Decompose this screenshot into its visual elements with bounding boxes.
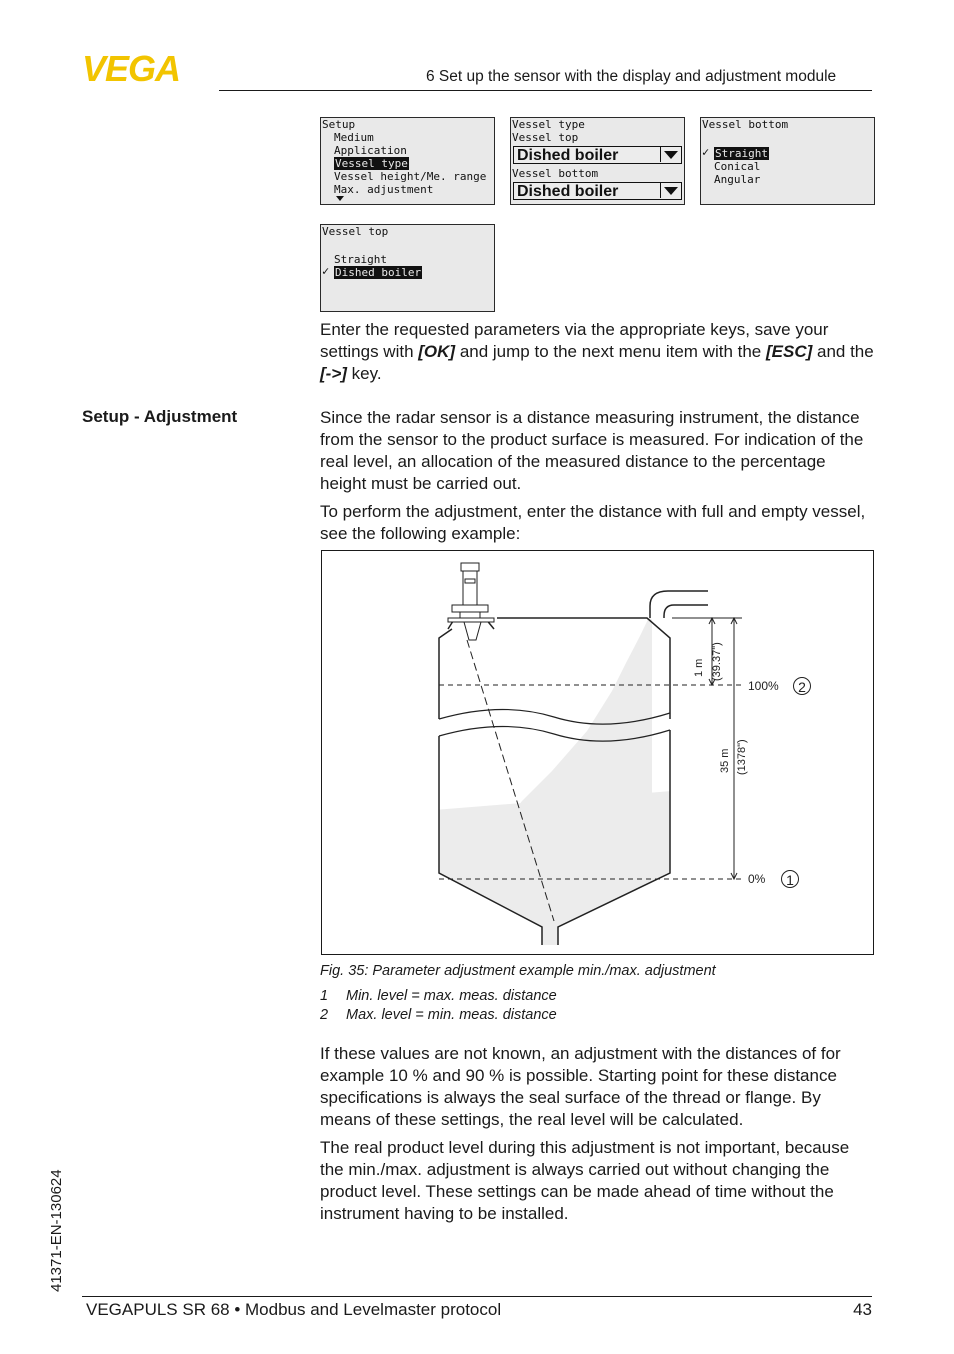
- lcd-vessel-type: [510, 117, 685, 205]
- body-paragraph-3: If these values are not known, an adjustment with the distances of for example 10 % and 90 % is possible. Starting point for these distance specifications is always the seal surface of the thread or flange. By means of these settings, the real level will be calculated.: [320, 1044, 841, 1129]
- lcd-title: Vessel top: [322, 225, 389, 238]
- svg-text:VEGA: VEGA: [82, 52, 181, 84]
- lcd-title: Vessel type: [512, 118, 585, 131]
- vessel-bottom-select: Dished boiler: [513, 182, 682, 200]
- lcd-item: Vessel height/Me. range: [334, 170, 487, 183]
- lcd-option-selected: Dished boiler: [335, 266, 422, 279]
- intro-paragraph: Enter the requested parameters via the appropriate keys, save your settings with [OK] and jump to the next menu item with the [ESC] and the [->] key.: [320, 320, 874, 383]
- dim-main-label: 35 m: [719, 748, 731, 773]
- vega-logo: [82, 52, 212, 84]
- radar-sensor-icon: [448, 563, 494, 640]
- level-min-label: 0%: [748, 872, 766, 886]
- lcd-option-selected: Straight: [715, 147, 768, 160]
- dropdown-arrow-icon: [660, 147, 681, 162]
- svg-text:1: 1: [786, 872, 794, 888]
- vessel-wall: [439, 629, 452, 719]
- section-paragraph-1: Since the radar sensor is a distance measuring instrument, the distance from the sensor to the product surface is measured. For indication of the real level, an allocation of the measured distance to the percentage height must be carried out.: [320, 408, 864, 493]
- lcd-setup-menu: [320, 117, 495, 205]
- checkmark-icon: ✓: [702, 145, 710, 159]
- lcd-option: Straight: [334, 253, 387, 266]
- lcd-title: Vessel bottom: [702, 118, 789, 131]
- document-id: 41371-EN-130624: [48, 1169, 65, 1292]
- arrow-key-label: [->]: [320, 364, 347, 383]
- footer-title: VEGAPULS SR 68 • Modbus and Levelmaster protocol: [86, 1300, 502, 1319]
- body-paragraph-4: The real product level during this adjustment is not important, because the min./max. adjustment is always carried out without changing the product level. These settings can be made ahead of time without the instrument having to be installed.: [320, 1138, 850, 1223]
- header-divider: [219, 90, 872, 91]
- page-number: 43: [853, 1300, 872, 1319]
- lcd-item: Max. adjustment: [334, 183, 434, 196]
- lcd-option: Angular: [714, 173, 761, 186]
- legend-item: 1 Min. level = max. meas. distance: [320, 988, 557, 1004]
- lcd-item: Application: [334, 144, 407, 157]
- lcd-title: Setup: [322, 118, 356, 131]
- svg-text:2: 2: [798, 679, 806, 695]
- section-label: Setup - Adjustment: [82, 407, 238, 426]
- legend-item: 2 Max. level = min. meas. distance: [320, 1007, 557, 1023]
- esc-key-label: [ESC]: [765, 342, 813, 361]
- footer-divider: [82, 1296, 872, 1297]
- lcd-label: Vessel top: [512, 131, 579, 144]
- lcd-vessel-bottom: [700, 117, 875, 205]
- product-fill: [422, 611, 672, 951]
- dim-main-imperial: (1378"): [736, 739, 748, 775]
- lcd-item: Medium: [334, 131, 374, 144]
- section-paragraph-2: To perform the adjustment, enter the distance with full and empty vessel, see the following example:: [320, 502, 866, 543]
- lcd-vessel-top: [320, 224, 495, 312]
- chapter-heading: 6 Set up the sensor with the display and adjustment module: [426, 68, 837, 85]
- dropdown-arrow-icon: [660, 183, 681, 198]
- vessel-diagram: [322, 551, 875, 956]
- lcd-item-selected: Vessel type: [335, 157, 408, 170]
- dim-top-imperial: (39.37"): [711, 642, 723, 681]
- ok-key-label: [OK]: [418, 342, 456, 361]
- lcd-label: Vessel bottom: [512, 167, 599, 180]
- adjustment-figure: [321, 550, 874, 955]
- vessel-top-select: Dished boiler: [513, 146, 682, 164]
- checkmark-icon: ✓: [322, 264, 330, 278]
- figure-caption: Fig. 35: Parameter adjustment example min./max. adjustment: [320, 963, 716, 979]
- level-max-label: 100%: [748, 679, 779, 693]
- dim-top-label: 1 m: [693, 658, 705, 677]
- scroll-down-icon: [336, 196, 344, 201]
- lcd-option: Conical: [714, 160, 761, 173]
